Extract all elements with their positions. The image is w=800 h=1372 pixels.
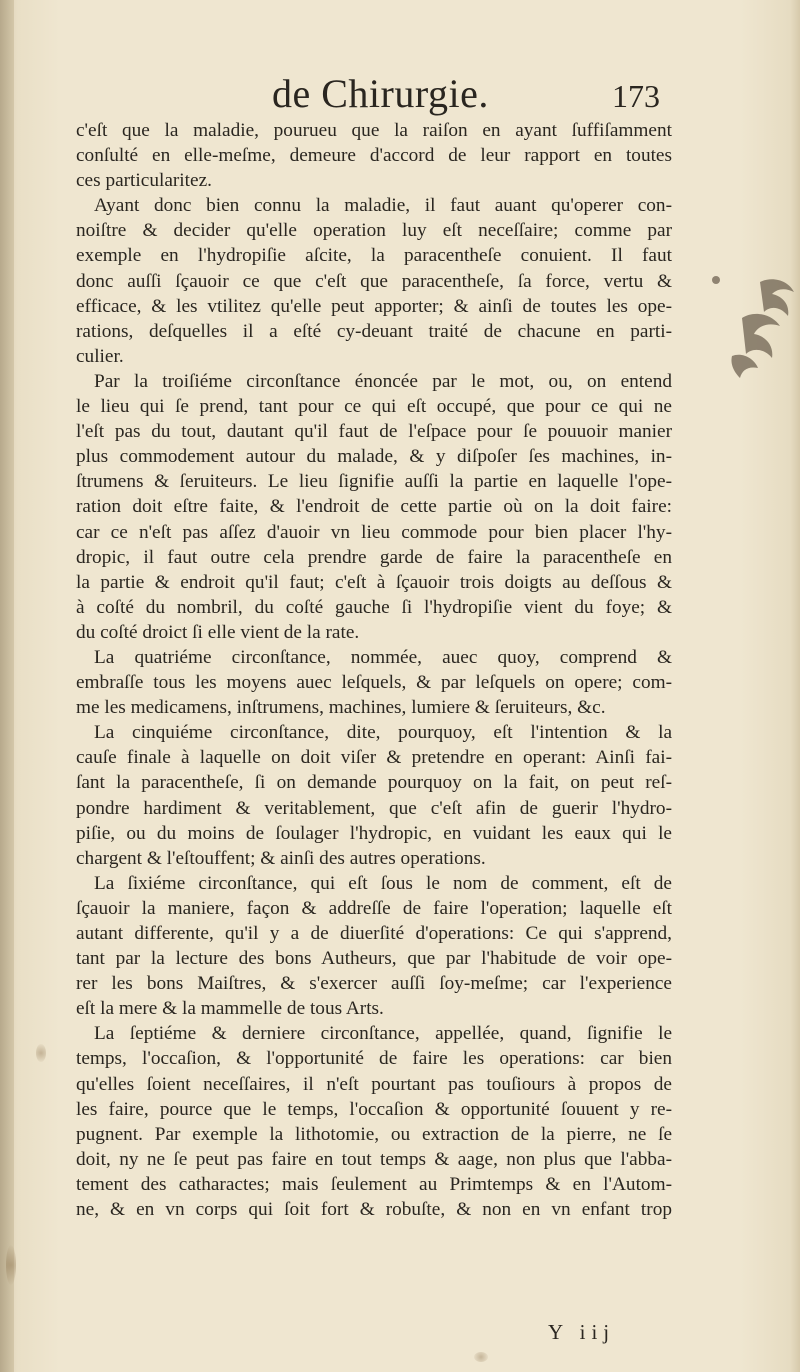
text-line: me les medicamens, inſtrumens, machines, lumiere & ſeruiteurs, &c. bbox=[76, 697, 606, 719]
text-line: les faire, pource que le temps, l'occaſion & opportunité ſouuent y re- bbox=[76, 1098, 672, 1120]
text-line: conſulté en elle-meſme, demeure d'accord de leur rapport en toutes bbox=[76, 145, 672, 167]
ink-speck bbox=[6, 1245, 16, 1285]
text-line: du coſté droict ſi elle vient de la rate. bbox=[76, 621, 360, 643]
signature-mark: Y iij bbox=[548, 1320, 616, 1344]
text-line: ſçauoir la maniere, façon & addreſſe de faire l'operation; laquelle eſt bbox=[76, 897, 672, 919]
text-line: l'eſt pas du tout, dautant qu'il faut de l'eſpace pour ſe pouuoir manier bbox=[76, 421, 672, 443]
text-line: plus commodement autour du malade, & y diſpoſer ſes machines, in- bbox=[76, 446, 672, 468]
text-line: noiſtre & decider qu'elle operation luy eſt neceſſaire; comme par bbox=[76, 220, 672, 242]
text-line: ces particularitez. bbox=[76, 170, 212, 192]
text-line: ſtrumens & ſeruiteurs. Le lieu ſignifie auſſi la partie en laquelle l'ope- bbox=[76, 471, 672, 493]
text-line: ſant la paracentheſe, ſi on demande pourquoy on la fait, on peut reſ- bbox=[76, 772, 672, 794]
text-line: La cinquiéme circonſtance, dite, pourquoy, eſt l'intention & la bbox=[94, 722, 672, 744]
text-line: cauſe finale à laquelle on doit viſer & pretendre en operant: Ainſi fai- bbox=[76, 747, 672, 769]
text-line: eſt la mere & la mammelle de tous Arts. bbox=[76, 998, 384, 1020]
binding-gutter bbox=[0, 0, 14, 1372]
text-line: car ce n'eſt pas aſſez d'auoir vn lieu commode pour bien placer l'hy- bbox=[76, 521, 672, 543]
text-line: autant differente, qu'il y a de diuerſité d'operations: Ce qui s'apprend, bbox=[76, 923, 672, 944]
text-line: exemple en l'hydropiſie aſcite, la paracentheſe conuient. Il faut bbox=[76, 245, 672, 267]
text-line: rations, deſquelles il a eſté cy-deuant traité de chacune en parti- bbox=[76, 320, 672, 342]
text-line: pugnent. Par exemple la lithotomie, ou extraction de la pierre, ne ſe bbox=[76, 1123, 672, 1145]
text-line: embraſſe tous les moyens auec leſquels, & par leſquels on opere; com- bbox=[76, 672, 672, 694]
text-line: ration doit eſtre faite, & l'endroit de cette partie où on la doit faire: bbox=[76, 496, 672, 518]
text-line: tement des catharactes; mais ſeulement au Primtemps & en l'Autom- bbox=[76, 1173, 672, 1195]
page-number: 173 bbox=[612, 78, 660, 114]
bleed-through-ornament-icon bbox=[702, 274, 800, 394]
text-line: temps, l'occaſion, & l'opportunité de faire les operations: car bien bbox=[76, 1048, 672, 1070]
text-line: pondre hardiment & veritablement, que c'eſt afin de guerir l'hydro- bbox=[76, 797, 672, 819]
ink-speck bbox=[474, 1352, 488, 1362]
text-line: dropic, il faut outre cela prendre garde de faire la paracentheſe en bbox=[76, 546, 672, 568]
text-line: rer les bons Maiſtres, & s'exercer auſſi ſoy-meſme; car l'experience bbox=[76, 973, 672, 995]
text-line: donc auſſi ſçauoir ce que c'eſt que paracentheſe, ſa force, vertu & bbox=[76, 270, 672, 292]
text-line: La quatriéme circonſtance, nommée, auec quoy, comprend & bbox=[94, 646, 672, 668]
text-line: efficace, & les vtilitez qu'elle peut apporter; & ainſi de toutes les ope- bbox=[76, 295, 672, 317]
text-line: ne, & en vn corps qui ſoit fort & robuſte, & non en vn enfant trop bbox=[76, 1199, 672, 1221]
text-line: la partie & endroit qu'il faut; c'eſt à ſçauoir trois doigts au deſſous & bbox=[76, 571, 672, 593]
body-text bbox=[76, 118, 672, 1222]
text-line: chargent & l'eſtouffent; & ainſi des autres operations. bbox=[76, 847, 486, 869]
running-head: de Chirurgie. bbox=[272, 71, 489, 116]
text-line: La ſeptiéme & derniere circonſtance, appellée, quand, ſignifie le bbox=[94, 1023, 672, 1045]
ink-speck bbox=[36, 1044, 46, 1062]
text-line: tant par la lecture des bons Autheurs, que par l'habitude de voir ope- bbox=[76, 948, 672, 970]
text-line: le lieu qui ſe prend, tant pour ce qui eſt occupé, que pour ce qui ne bbox=[76, 396, 672, 418]
text-line: c'eſt que la maladie, pourueu que la raiſon en ayant ſuffiſamment bbox=[76, 120, 672, 141]
text-line: culier. bbox=[76, 345, 124, 367]
page-footer bbox=[0, 1320, 800, 1350]
text-line: doit, ny ne ſe peut pas faire en tout temps & aage, non plus que l'abba- bbox=[76, 1148, 672, 1170]
text-line: Par la troiſiéme circonſtance énoncée par le mot, ou, on entend bbox=[94, 370, 672, 392]
text-line: piſie, ou du moins de ſoulager l'hydropic, en vuidant les eaux qui le bbox=[76, 822, 672, 844]
text-line: Ayant donc bien connu la maladie, il faut auant qu'operer con- bbox=[94, 195, 672, 217]
text-line: qu'elles ſoient neceſſaires, il n'eſt pourtant pas touſiours à propos de bbox=[76, 1073, 672, 1095]
text-line: à coſté du nombril, du coſté gauche ſi l'hydropiſie vient du foye; & bbox=[76, 596, 672, 618]
text-line: La ſixiéme circonſtance, qui eſt ſous le nom de comment, eſt de bbox=[94, 872, 672, 894]
